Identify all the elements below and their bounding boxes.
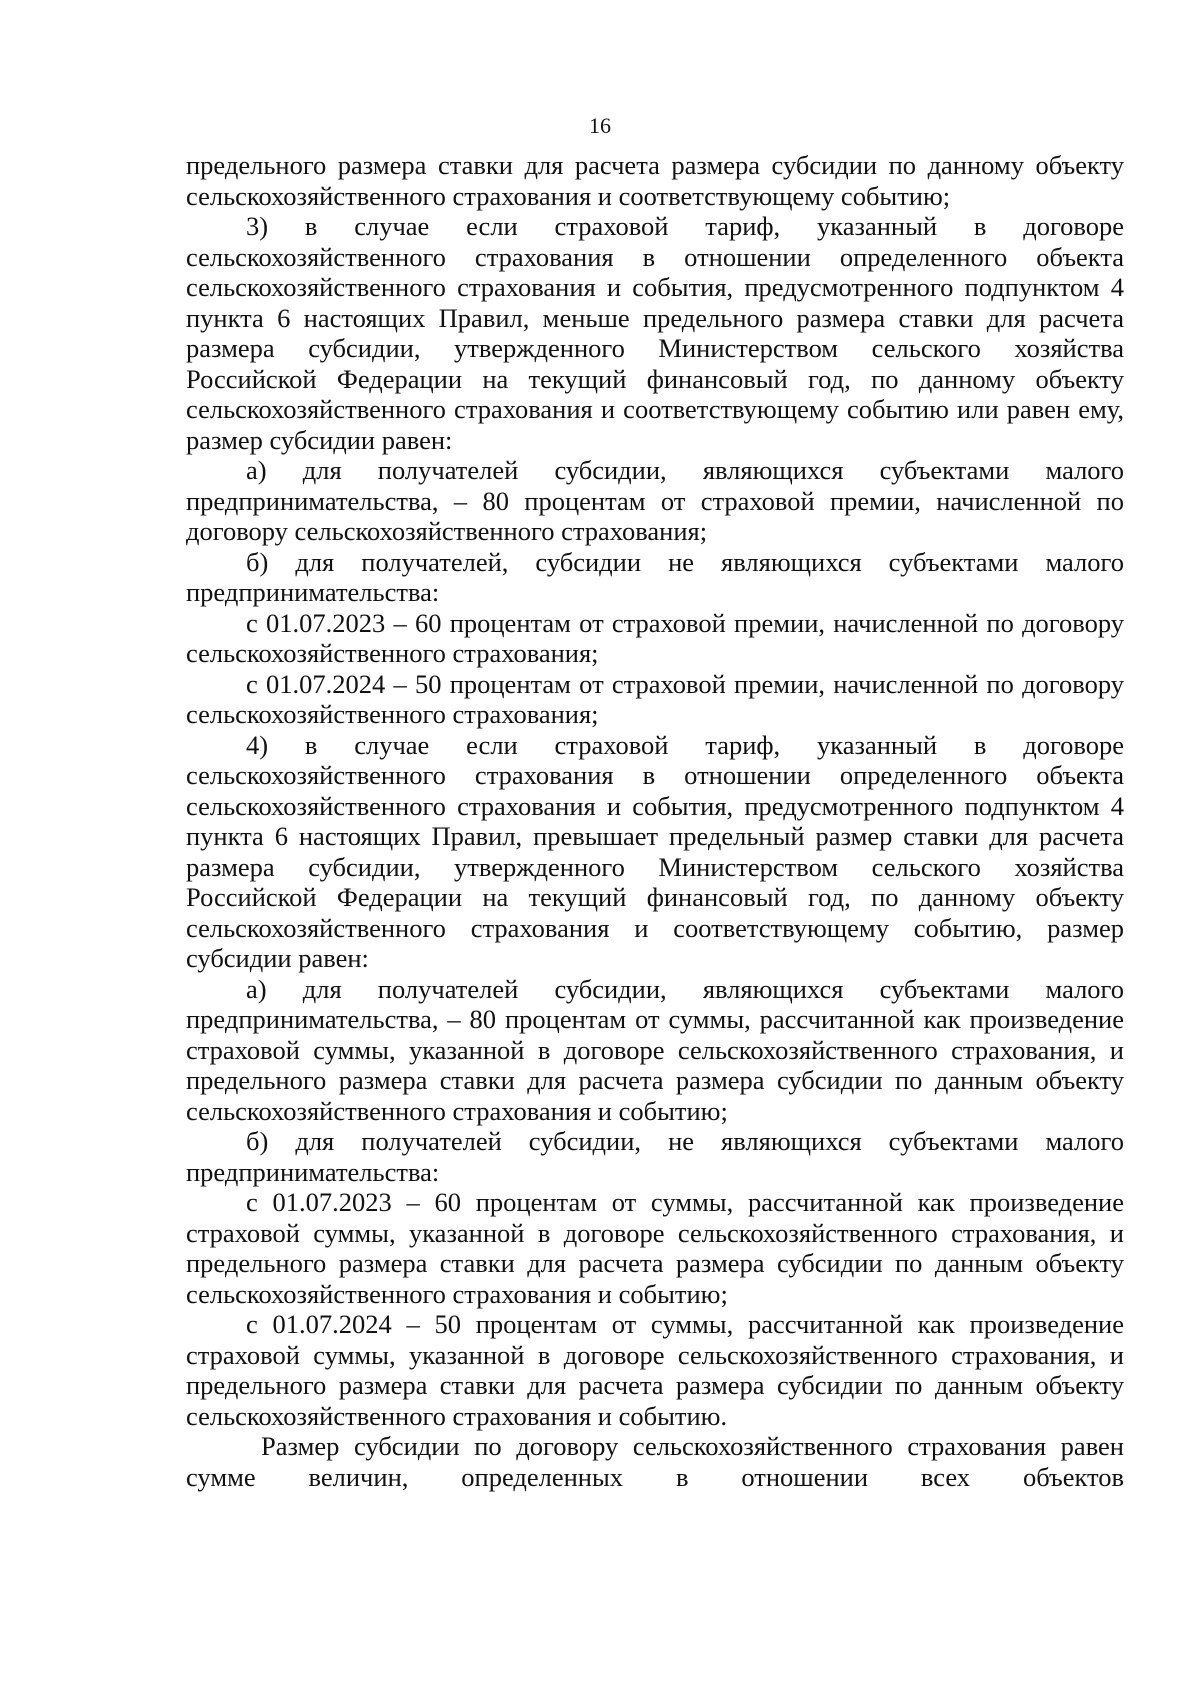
paragraph-item-4: 4) в случае если страховой тариф, указанный в договоре сельскохозяйственного страхования в отношении определенного объекта сельскохозяйственного страхования и события, предусмотренного подпунктом 4 пункта 6 настоящих Правил, превышает предельный размер ставки для расчета размера субсидии, утвержденного Министерством сельского хозяйства Российской Федерации на текущий финансовый год, по данному объекту сельскохозяйственного страхования и соответствующему событию, размер субсидии равен: — [186, 729, 1124, 973]
paragraph-item-3b: б) для получателей, субсидии не являющихся субъектами малого предпринимательства: — [186, 546, 1124, 607]
paragraph-subsidy-size: Размер субсидии по договору сельскохозяйственного страхования равен сумме величин, определенных в отношении всех объектов — [186, 1431, 1124, 1492]
paragraph-item-4a: а) для получателей субсидии, являющихся субъектами малого предпринимательства, – 80 процентам от суммы, рассчитанной как произведение страховой суммы, указанной в договоре сельскохозяйственного страхования, и предельного размера ставки для расчета размера субсидии по данным объекту сельскохозяйственного страхования и событию; — [186, 973, 1124, 1126]
document-body — [186, 150, 1124, 1492]
paragraph-continuation: предельного размера ставки для расчета размера субсидии по данному объекту сельскохозяйственного страхования и соответствующему событию; — [186, 150, 1124, 211]
paragraph-item-4b-2023: с 01.07.2023 – 60 процентам от суммы, рассчитанной как произведение страховой суммы, указанной в договоре сельскохозяйственного страхования, и предельного размера ставки для расчета размера субсидии по данным объекту сельскохозяйственного страхования и событию; — [186, 1187, 1124, 1309]
paragraph-item-3: 3) в случае если страховой тариф, указанный в договоре сельскохозяйственного страхования в отношении определенного объекта сельскохозяйственного страхования и события, предусмотренного подпунктом 4 пункта 6 настоящих Правил, меньше предельного размера ставки для расчета размера субсидии, утвержденного Министерством сельского хозяйства Российской Федерации на текущий финансовый год, по данному объекту сельскохозяйственного страхования и соответствующему событию или равен ему, размер субсидии равен: — [186, 211, 1124, 455]
paragraph-item-4b: б) для получателей субсидии, не являющихся субъектами малого предпринимательства: — [186, 1126, 1124, 1187]
page-number: 16 — [589, 113, 611, 138]
paragraph-item-4b-2024: с 01.07.2024 – 50 процентам от суммы, рассчитанной как произведение страховой суммы, указанной в договоре сельскохозяйственного страхования, и предельного размера ставки для расчета размера субсидии по данным объекту сельскохозяйственного страхования и событию. — [186, 1309, 1124, 1431]
paragraph-item-3b-2023: с 01.07.2023 – 60 процентам от страховой премии, начисленной по договору сельскохозяйственного страхования; — [186, 607, 1124, 668]
paragraph-item-3b-2024: с 01.07.2024 – 50 процентам от страховой премии, начисленной по договору сельскохозяйственного страхования; — [186, 668, 1124, 729]
paragraph-item-3a: а) для получателей субсидии, являющихся субъектами малого предпринимательства, – 80 процентам от страховой премии, начисленной по договору сельскохозяйственного страхования; — [186, 455, 1124, 546]
